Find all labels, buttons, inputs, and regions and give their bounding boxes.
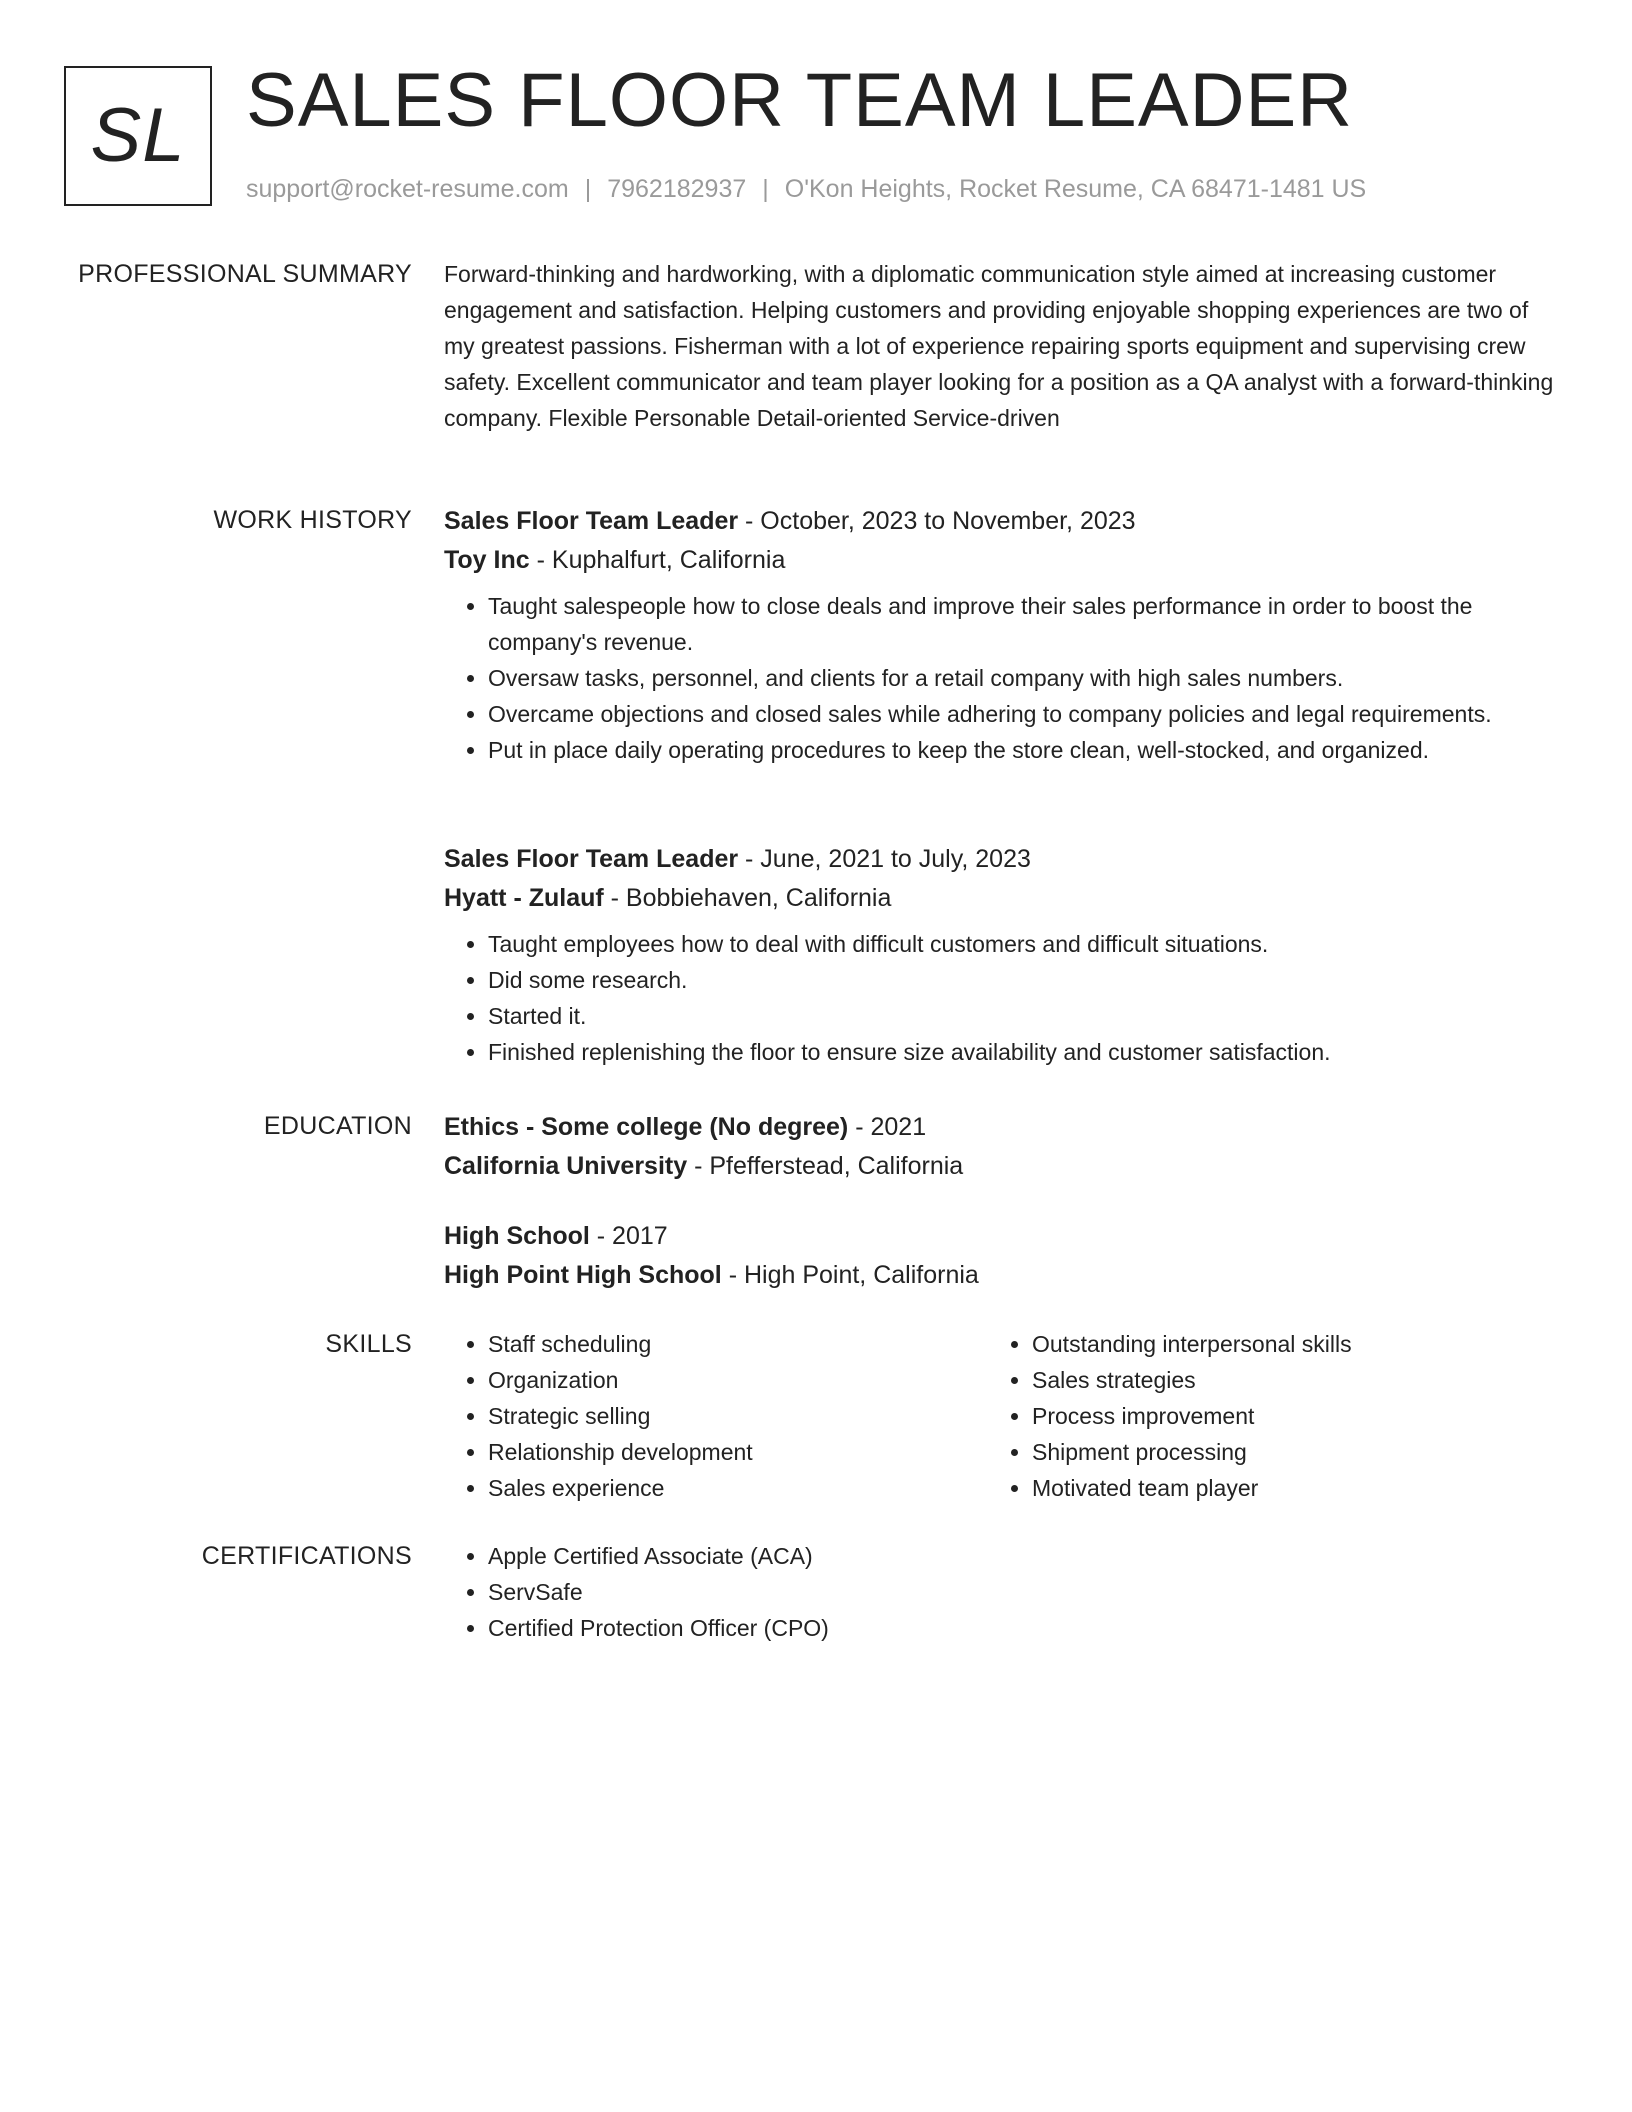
contact-separator: |: [584, 175, 592, 203]
skills-column-right: [988, 1326, 1528, 1506]
skill-item: • Strategic selling: [488, 1398, 984, 1434]
job-company: Toy Inc: [444, 546, 530, 574]
section-label-skills: SKILLS: [325, 1330, 412, 1358]
certification-item: • ServSafe: [488, 1574, 984, 1610]
job-dates: - June, 2021 to July, 2023: [738, 845, 1031, 873]
education-degree-line: [444, 1108, 1554, 1147]
skill-item: • Organization: [488, 1362, 984, 1398]
section-label-work: WORK HISTORY: [213, 506, 412, 534]
skill-item: • Sales strategies: [1032, 1362, 1528, 1398]
job-bullet: • Finished replenishing the floor to ensure size availability and customer satisfaction.: [488, 1034, 1554, 1070]
job-company: Hyatt - Zulauf: [444, 884, 604, 912]
section-label-summary: PROFESSIONAL SUMMARY: [78, 260, 412, 288]
job-company-line: [444, 879, 1554, 918]
job-bullet: • Overcame objections and closed sales while adhering to company policies and legal requirements.: [488, 696, 1554, 732]
job-bullet: • Oversaw tasks, personnel, and clients for a retail company with high sales numbers.: [488, 660, 1554, 696]
contact-separator: |: [762, 175, 769, 203]
job-bullet: • Taught employees how to deal with difficult customers and difficult situations.: [488, 926, 1554, 962]
job-entry: [444, 502, 1554, 768]
certifications-list: [444, 1538, 984, 1646]
education-degree-line: [444, 1217, 979, 1256]
job-title-line: [444, 840, 1554, 879]
education-school: California University: [444, 1152, 688, 1180]
education-degree: High School: [444, 1222, 590, 1250]
contact-address: O'Kon Heights, Rocket Resume, CA 68471-1481 US: [784, 175, 1367, 203]
skill-item: • Relationship development: [488, 1434, 984, 1470]
education-entry: [444, 1108, 1554, 1186]
skill-item: • Outstanding interpersonal skills: [1032, 1326, 1528, 1362]
job-company-line: [444, 541, 1554, 580]
section-label-education: EDUCATION: [263, 1112, 412, 1140]
contact-phone: 7962182937: [607, 175, 747, 203]
initials-monogram: [64, 66, 212, 206]
job-bullet: • Started it.: [488, 998, 1554, 1034]
summary-text: Forward-thinking and hardworking, with a diplomatic communication style aimed at increasing customer engagement and satisfaction. Helping customers and providing enjoyable shopping experiences are two of my greatest passions. Fisherman with a lot of experience repairing sports equipment and supervising crew safety. Excellent communicator and team player looking for a position as a QA analyst with a forward-thinking company. Flexible Personable Detail-oriented Service-driven: [444, 261, 1554, 431]
skills-columns: [444, 1326, 1554, 1516]
job-location: - Bobbiehaven, California: [603, 884, 892, 912]
skill-item: • Shipment processing: [1032, 1434, 1528, 1470]
job-title: Sales Floor Team Leader: [444, 507, 739, 535]
certification-item: • Certified Protection Officer (CPO): [488, 1610, 984, 1646]
resume-title: SALES FLOOR TEAM LEADER: [246, 58, 1354, 143]
contact-line: [246, 172, 1366, 206]
contact-email: support@rocket-resume.com: [246, 175, 569, 203]
job-title-line: [444, 502, 1554, 541]
skill-item: • Staff scheduling: [488, 1326, 984, 1362]
education-location: - Pfefferstead, California: [687, 1152, 964, 1180]
job-title: Sales Floor Team Leader: [444, 845, 739, 873]
skill-item: • Sales experience: [488, 1470, 984, 1506]
education-year: - 2017: [589, 1222, 668, 1250]
skill-item: • Motivated team player: [1032, 1470, 1528, 1506]
job-bullets: [444, 926, 1554, 1070]
job-entry: [444, 840, 1554, 1070]
skill-item: • Process improvement: [1032, 1398, 1528, 1434]
education-school: High Point High School: [444, 1261, 722, 1289]
education-entry: [444, 1217, 979, 1295]
job-dates: - October, 2023 to November, 2023: [738, 507, 1136, 535]
certification-item: • Apple Certified Associate (ACA): [488, 1538, 984, 1574]
job-bullet: • Put in place daily operating procedures to keep the store clean, well-stocked, and organized.: [488, 732, 1554, 768]
education-school-line: [444, 1147, 1554, 1186]
section-label-certifications: CERTIFICATIONS: [201, 1542, 412, 1570]
education-degree: Ethics - Some college (No degree): [444, 1113, 849, 1141]
skills-column-left: [444, 1326, 984, 1506]
job-bullets: [444, 588, 1554, 768]
job-bullet: • Did some research.: [488, 962, 1554, 998]
education-school-line: [444, 1256, 979, 1295]
initials-text: SL: [90, 92, 186, 178]
job-bullet: • Taught salespeople how to close deals and improve their sales performance in order to boost the company's revenue.: [488, 588, 1554, 660]
education-location: - High Point, California: [721, 1261, 979, 1289]
education-year: - 2021: [848, 1113, 927, 1141]
job-location: - Kuphalfurt, California: [529, 546, 786, 574]
